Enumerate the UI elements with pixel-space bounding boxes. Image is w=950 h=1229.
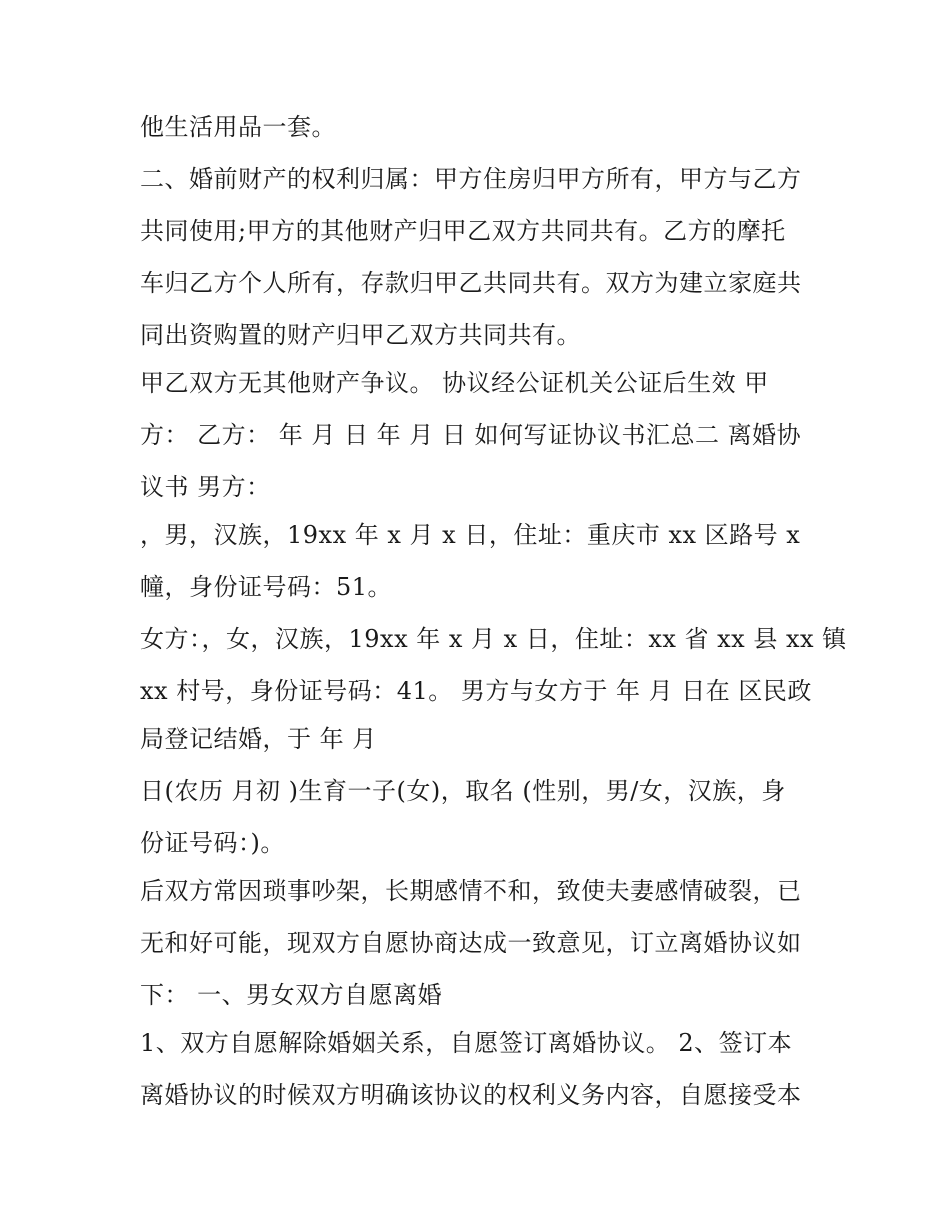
text-line-3: 共同使用;甲方的其他财产归甲乙双方共同共有。乙方的摩托 [140,217,786,245]
text-line-15: 份证号码：)。 [140,829,285,857]
text-line-20: 离婚协议的时候双方明确该协议的权利义务内容，自愿接受本 [140,1081,802,1109]
text-line-19: 1、双方自愿解除婚姻关系，自愿签订离婚协议。 2、签订本 [140,1029,793,1057]
text-line-1: 他生活用品一套。 [140,113,336,141]
text-line-17: 无和好可能，现双方自愿协商达成一致意见，订立离婚协议如 [140,929,802,957]
text-line-5: 同出资购置的财产归甲乙双方共同共有。 [140,321,581,349]
text-line-14: 日(农历 月初 )生育一子(女)，取名 (性别，男/女，汉族，身 [140,777,786,805]
text-line-2: 二、婚前财产的权利归属：甲方住房归甲方所有，甲方与乙方 [140,165,802,193]
text-line-4: 车归乙方个人所有，存款归甲乙共同共有。双方为建立家庭共 [140,269,802,297]
text-line-8: 议书 男方： [140,473,271,501]
text-line-7: 方： 乙方： 年 月 日 年 月 日 如何写证协议书汇总二 离婚协 [140,421,802,449]
text-line-10: 幢，身份证号码：51。 [140,573,393,601]
text-line-11: 女方：，女，汉族，19xx 年 x 月 x 日，住址：xx 省 xx 县 xx 镇 [140,625,847,653]
text-line-13: 局登记结婚，于 年 月 [140,725,377,753]
text-line-6: 甲乙双方无其他财产争议。 协议经公证机关公证后生效 甲 [140,369,769,397]
text-line-18: 下： 一、男女双方自愿离婚 [140,981,443,1009]
text-line-16: 后双方常因琐事吵架，长期感情不和，致使夫妻感情破裂，已 [140,877,802,905]
text-line-9: ，男，汉族，19xx 年 x 月 x 日，住址：重庆市 xx 区路号 x [140,521,801,549]
text-line-12: xx 村号，身份证号码：41。 男方与女方于 年 月 日在 区民政 [140,677,812,705]
